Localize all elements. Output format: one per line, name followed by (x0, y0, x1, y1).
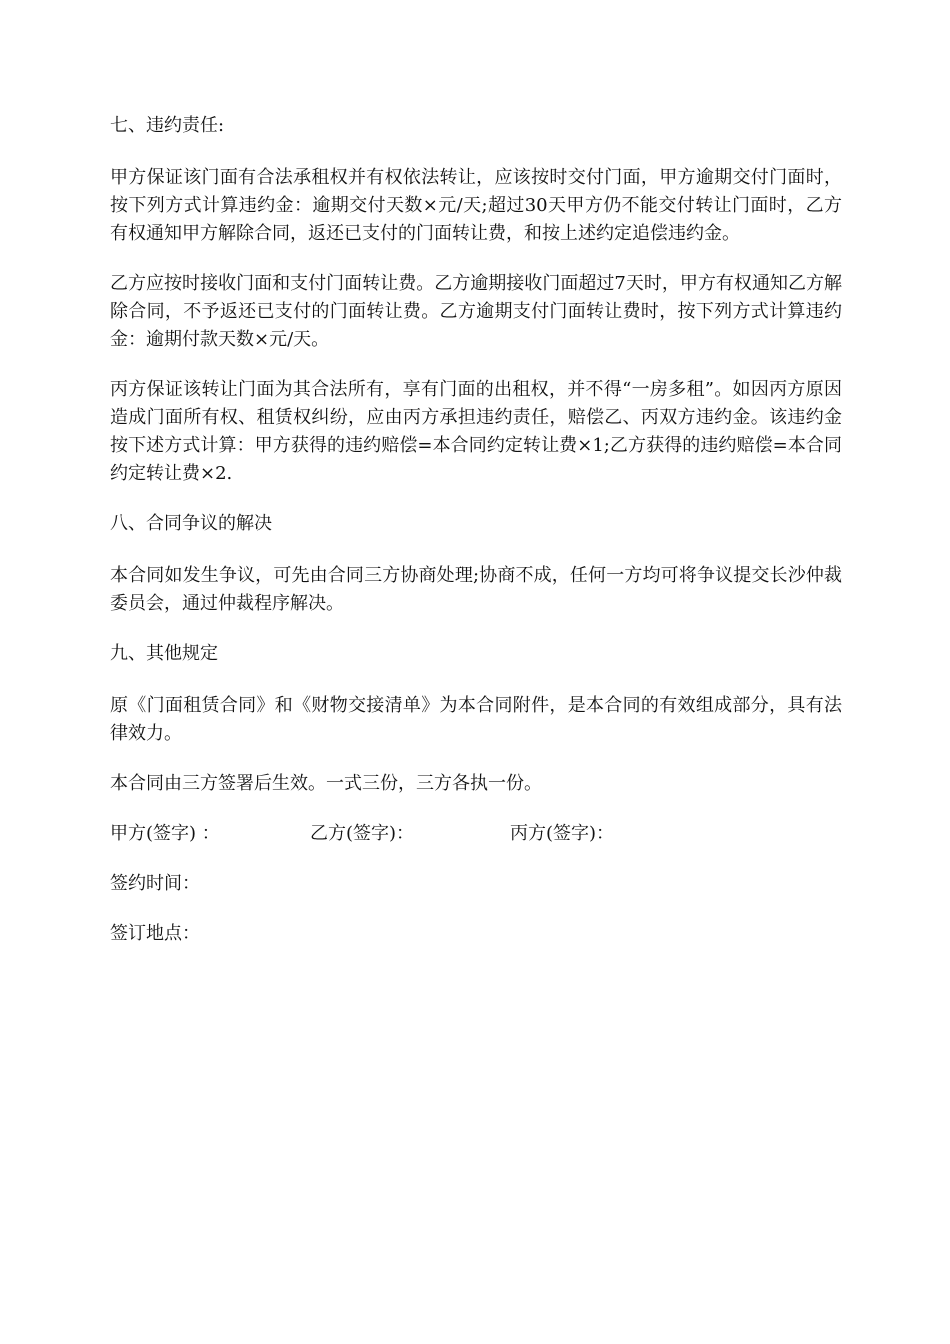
document-page (110, 112, 842, 970)
party-b-signature-label: 乙方(签字)： (310, 823, 415, 844)
party-a-signature-label: 甲方(签字) ： (110, 823, 220, 844)
party-c-signature-label: 丙方(签字)： (510, 823, 615, 844)
section-7-paragraph-2: 乙方应按时接收门面和支付门面转让费。乙方逾期接收门面超过7天时，甲方有权通知乙方解除合同，不予返还已支付的门面转让费。乙方逾期支付门面转让费时，按下列方式计算违约金：逾期付款天数×元/天。 (110, 273, 842, 350)
section-7-paragraph-1: 甲方保证该门面有合法承租权并有权依法转让，应该按时交付门面，甲方逾期交付门面时，按下列方式计算违约金：逾期交付天数×元/天;超过30天甲方仍不能交付转让门面时，乙方有权通知甲方解除合同，返还已支付的门面转让费，和按上述约定追偿违约金。 (110, 167, 842, 244)
sign-time-label: 签约时间： (110, 873, 200, 894)
section-7-title: 七、违约责任: (110, 115, 225, 136)
section-8-paragraph-1: 本合同如发生争议，可先由合同三方协商处理;协商不成，任何一方均可将争议提交长沙仲裁委员会，通过仲裁程序解决。 (110, 565, 842, 614)
section-7-paragraph-3: 丙方保证该转让门面为其合法所有，享有门面的出租权，并不得“一房多租”。如因丙方原因造成门面所有权、租赁权纠纷，应由丙方承担违约责任，赔偿乙、丙双方违约金。该违约金按下述方式计算：甲方获得的违约赔偿=本合同约定转让费×1;乙方获得的违约赔偿=本合同约定转让费×2. (110, 379, 842, 484)
section-9-title: 九、其他规定 (110, 643, 218, 664)
section-8-title: 八、合同争议的解决 (110, 513, 272, 534)
signature-line (110, 820, 842, 848)
section-9-paragraph-2: 本合同由三方签署后生效。一式三份，三方各执一份。 (110, 773, 542, 794)
sign-place-label: 签订地点： (110, 923, 200, 944)
section-9-paragraph-1: 原《门面租赁合同》和《财物交接清单》为本合同附件，是本合同的有效组成部分，具有法律效力。 (110, 695, 842, 744)
